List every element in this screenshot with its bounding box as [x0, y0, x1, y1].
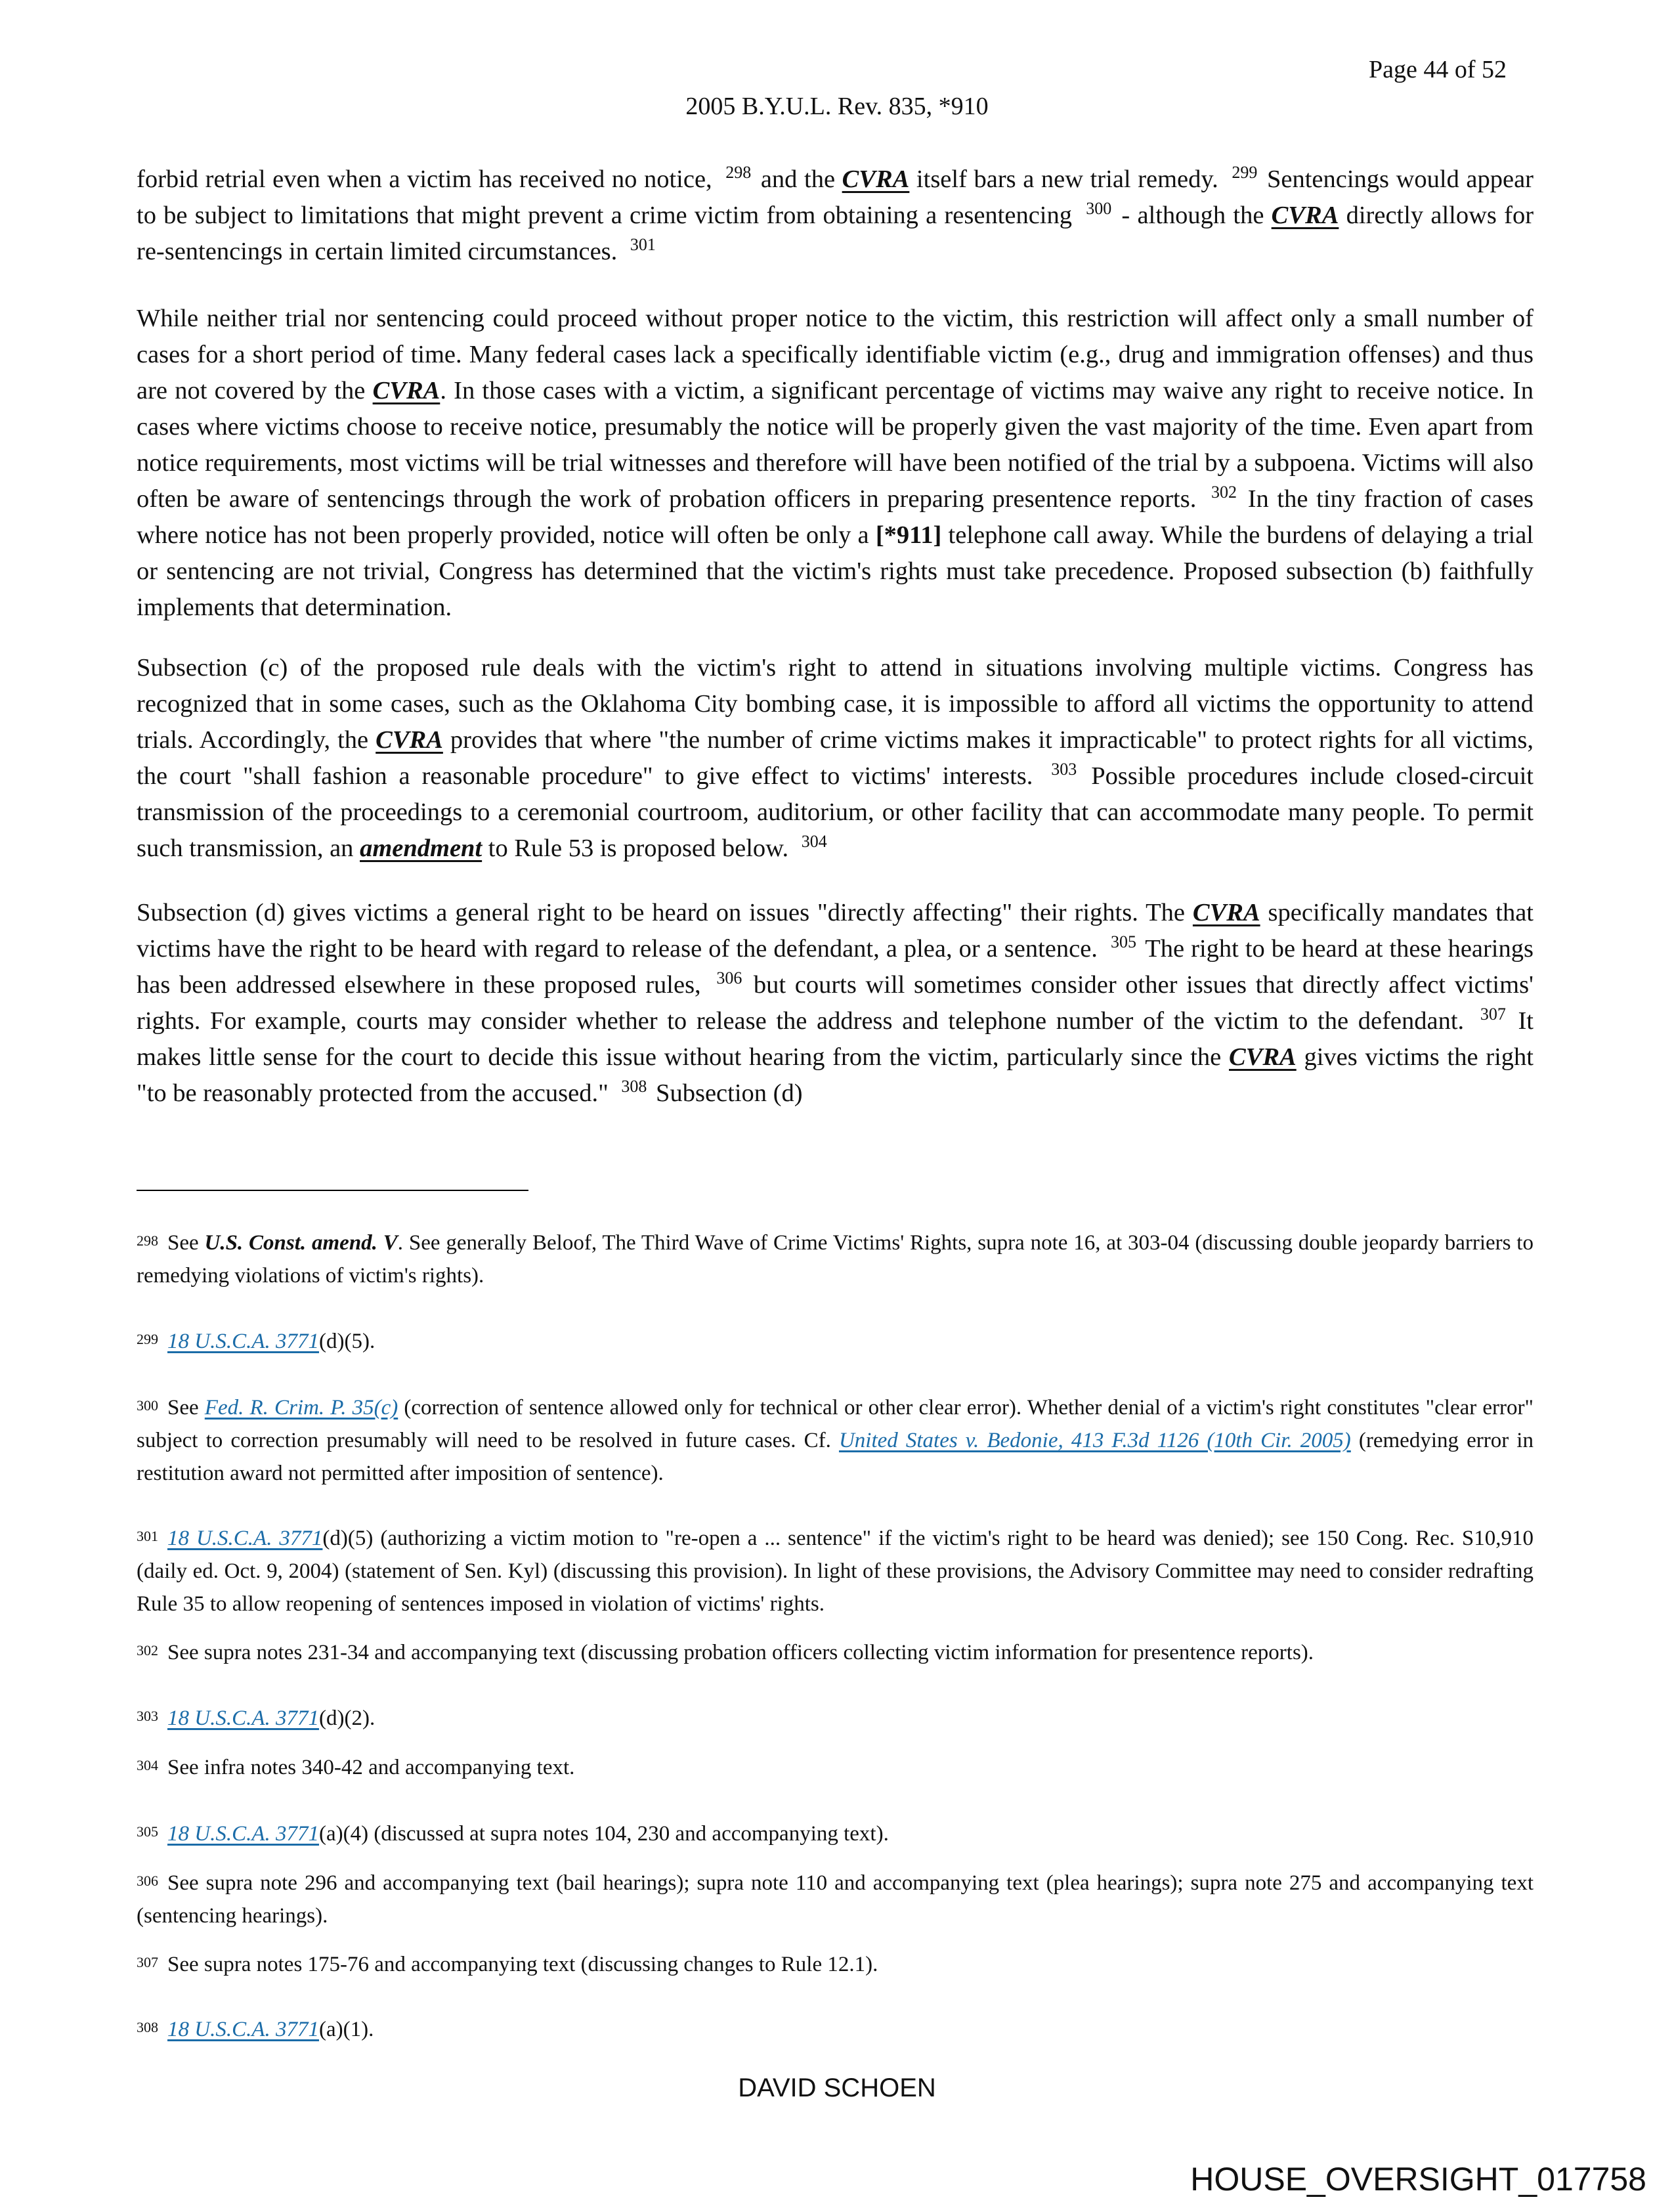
text-run: Subsection (d) [649, 1079, 803, 1107]
statute-reference[interactable]: CVRA [376, 726, 443, 754]
text-run: It makes little sense for the court to decide this issue without hearing from the victim, particularly since the [137, 1007, 1534, 1071]
footnote-ref[interactable]: 299 [1232, 163, 1258, 182]
footnote [137, 1520, 1534, 1620]
text-run: See supra notes 231-34 and accompanying text (discussing probation officers collecting victim information for presentence reports). [167, 1641, 1314, 1664]
text-run: (a)(4) (discussed at supra notes 104, 230 and accompanying text). [319, 1822, 889, 1846]
footnote [137, 1749, 1534, 1784]
footnote-ref[interactable]: 304 [801, 832, 827, 851]
footnote [137, 1225, 1534, 1292]
citation-link[interactable]: United States v. Bedonie, 413 F.3d 1126 (10th Cir. 2005) [838, 1429, 1351, 1452]
footnote [137, 1946, 1534, 1981]
text-run: but courts will sometimes consider other issues that directly affect victims' rights. For example, courts may consider whether to release the address and telephone number of the victim to the defendant. [137, 971, 1534, 1035]
text-run: Possible procedures include closed-circuit transmission of the proceedings to a ceremonial courtroom, auditorium, or other facility that can accommodate many people. To permit such transmission, an [137, 762, 1534, 862]
citation-link[interactable]: 18 U.S.C.A. 3771 [167, 2018, 319, 2041]
footnote [137, 1865, 1534, 1932]
text-run: (d)(5). [319, 1330, 376, 1353]
text-run: (d)(2). [319, 1706, 376, 1730]
footnote-divider [137, 1190, 528, 1191]
footnote-number: 301 [137, 1528, 158, 1544]
text-run: While neither trial nor sentencing could proceed without proper notice to the victim, this restriction will affect only a small number of cases for a short period of time. Many federal cases lack a specifically identifiable victim (e.g., drug and immigration offenses) and thus are not covered by the [137, 305, 1534, 404]
body-paragraph [137, 650, 1534, 867]
body-paragraph [137, 895, 1534, 1112]
statute-reference[interactable]: CVRA [1229, 1043, 1297, 1071]
text-run: - although the [1114, 202, 1272, 229]
footnote-number: 298 [137, 1232, 158, 1249]
text-run: directly allows for re-sentencings in certain limited circumstances. [137, 202, 1534, 265]
footnote-number: 302 [137, 1642, 158, 1659]
text-run: See [167, 1396, 205, 1420]
text-run: See supra note 296 and accompanying text (bail hearings); supra note 110 and accompanying text (plea hearings); supra note 275 and accompanying text (sentencing hearings). [137, 1871, 1534, 1928]
footnote-number: 306 [137, 1873, 158, 1889]
text-run: Sentencings would appear to be subject to limitations that might prevent a crime victim from obtaining a resentencing [137, 165, 1534, 229]
footnote-number: 300 [137, 1397, 158, 1414]
footnote [137, 1634, 1534, 1669]
footnote-number: 308 [137, 2019, 158, 2035]
footnote-number: 305 [137, 1823, 158, 1840]
footnote [137, 1815, 1534, 1850]
footer-author: DAVID SCHOEN [738, 2073, 936, 2102]
statute-reference[interactable]: CVRA [1271, 202, 1339, 229]
footnote [137, 1389, 1534, 1490]
footnote [137, 1323, 1534, 1358]
text-run: forbid retrial even when a victim has received no notice, [137, 165, 719, 193]
text-run: . In those cases with a victim, a significant percentage of victims may waive any right to receive notice. In cases where victims choose to receive notice, presumably the notice will be properly given the vast majority of the time. Even apart from notice requirements, most victims will be trial witnesses and therefore will have been notified of the trial by a subpoena. Victims will also often be aware of sentencings through the work of probation officers in preparing presentence reports. [137, 377, 1534, 513]
statute-reference[interactable]: CVRA [372, 377, 440, 404]
bates-number: HOUSE_OVERSIGHT_017758 [1190, 2161, 1646, 2198]
text-run: See [167, 1231, 205, 1255]
text-run: and the [754, 165, 842, 193]
footnote-ref[interactable]: 305 [1110, 932, 1136, 951]
text-run: In the tiny fraction of cases where notice has not been properly provided, notice will often be only a [137, 485, 1534, 549]
text-run: Subsection (d) gives victims a general right to be heard on issues "directly affecting" their rights. The [137, 899, 1193, 926]
text-run: (correction of sentence allowed only for technical or other clear error). Whether denial of a victim's right constitutes "clear error" subject to correction presumably will need to be resolved in future cases. Cf. [137, 1396, 1534, 1452]
text-run: The right to be heard at these hearings has been addressed elsewhere in these proposed rules, [137, 935, 1534, 999]
citation-link[interactable]: Fed. R. Crim. P. 35(c) [204, 1396, 398, 1420]
statute-reference[interactable]: CVRA [842, 165, 910, 193]
citation-link[interactable]: 18 U.S.C.A. 3771 [167, 1330, 319, 1353]
footnote-ref[interactable]: 307 [1480, 1005, 1506, 1024]
text-run: telephone call away. While the burdens of delaying a trial or sentencing are not trivial, Congress has determined that the victim's rights must take precedence. Proposed subsection (b) faithfully implements that determination. [137, 521, 1534, 621]
footnote-ref[interactable]: 300 [1086, 199, 1112, 218]
statute-reference[interactable]: CVRA [1192, 899, 1260, 926]
text-run: (d)(5) (authorizing a victim motion to "re-open a ... sentence" if the victim's right to be heard was denied); see 150 Cong. Rec. S10,910 (daily ed. Oct. 9, 2004) (statement of Sen. Kyl) (discussing this provision). In light of these provisions, the Advisory Committee may need to consider redrafting Rule 35 to allow reopening of sentences imposed in violation of victims' rights. [137, 1527, 1534, 1616]
running-header-citation: 2005 B.Y.U.L. Rev. 835, *910 [685, 93, 989, 120]
page-marker: [*911] [875, 521, 942, 549]
text-run: specifically mandates that victims have the right to be heard with regard to release of the defendant, a plea, or a sentence. [137, 899, 1534, 963]
page-number: Page 44 of 52 [1368, 56, 1507, 83]
text-run: Subsection (c) of the proposed rule deals with the victim's right to attend in situations involving multiple victims. Congress has recognized that in some cases, such as the Oklahoma City bombing case, it is impossible to afford all victims the opportunity to attend trials. Accordingly, the [137, 654, 1534, 754]
text-run: to Rule 53 is proposed below. [482, 835, 795, 862]
body-paragraph [137, 162, 1534, 270]
footnote-ref[interactable]: 306 [716, 968, 742, 987]
statute-reference[interactable]: amendment [360, 835, 483, 862]
citation-link[interactable]: 18 U.S.C.A. 3771 [167, 1527, 323, 1550]
text-run: (remedying error in restitution award not permitted after imposition of sentence). [137, 1429, 1534, 1485]
footnote-number: 299 [137, 1331, 158, 1347]
text-run: See supra notes 175-76 and accompanying text (discussing changes to Rule 12.1). [167, 1953, 878, 1976]
text-run: itself bars a new trial remedy. [909, 165, 1226, 193]
footnote [137, 2011, 1534, 2046]
footnote-number: 307 [137, 1954, 158, 1970]
footnote-number: 304 [137, 1757, 158, 1773]
text-run: provides that where "the number of crime victims makes it impracticable" to protect rights for all victims, the court "shall fashion a reasonable procedure" to give effect to victims' interests. [137, 726, 1534, 790]
citation-link[interactable]: 18 U.S.C.A. 3771 [167, 1706, 319, 1730]
text-run: . See generally Beloof, The Third Wave of Crime Victims' Rights, supra note 16, at 303-04 (discussing double jeopardy barriers to remedying violations of victim's rights). [137, 1231, 1534, 1288]
footnote [137, 1700, 1534, 1735]
footnote-ref[interactable]: 303 [1051, 760, 1077, 779]
footnote-ref[interactable]: 302 [1211, 483, 1237, 502]
footnote-ref[interactable]: 301 [630, 235, 656, 254]
text-run: gives victims the right "to be reasonably protected from the accused." [137, 1043, 1534, 1107]
footnote-number: 303 [137, 1708, 158, 1724]
footnote-ref[interactable]: 308 [621, 1077, 647, 1096]
citation-link[interactable]: 18 U.S.C.A. 3771 [167, 1822, 319, 1846]
footnote-ref[interactable]: 298 [725, 163, 752, 182]
text-run: (a)(1). [319, 2018, 374, 2041]
citation-emphasis: U.S. Const. amend. V [204, 1231, 398, 1255]
body-paragraph [137, 301, 1534, 626]
text-run: See infra notes 340-42 and accompanying text. [167, 1756, 575, 1779]
